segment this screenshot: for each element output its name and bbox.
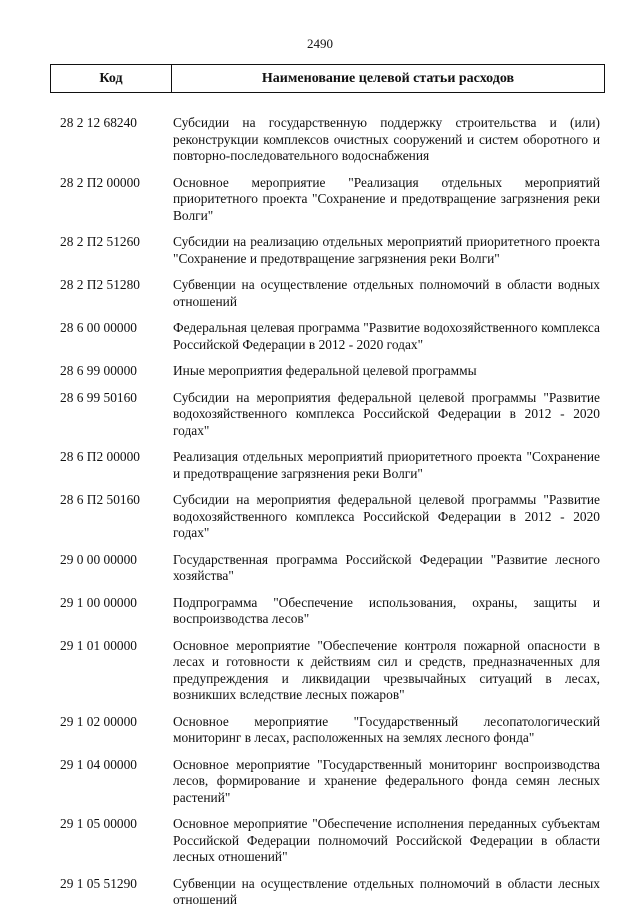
table-row [60, 816, 600, 866]
row-code: 29 1 05 00000 [60, 816, 137, 831]
row-code: 28 2 П2 51280 [60, 277, 140, 292]
row-code: 28 6 П2 00000 [60, 449, 140, 464]
row-name: Субсидии на реализацию отдельных мероприятий приоритетного проекта "Сохранение и предотвращение загрязнения реки Волги" [173, 234, 600, 266]
table-row [60, 552, 600, 585]
table-header [50, 64, 605, 93]
row-code: 29 1 01 00000 [60, 637, 137, 653]
table-row [60, 876, 600, 909]
row-code: 29 1 00 00000 [60, 594, 137, 610]
row-code: 28 6 00 00000 [60, 320, 137, 335]
name-column-header: Наименование целевой статьи расходов [261, 70, 515, 86]
row-code: 28 2 12 68240 [60, 115, 137, 130]
row-code: 28 2 П2 51260 [60, 234, 140, 249]
row-code: 28 6 99 00000 [60, 363, 137, 378]
row-name: Основное мероприятие "Обеспечение контроля пожарной опасности в лесах и готовности к действиям сил и средств, предназначенных для предупреждения и ликвидации чрезвычайных ситуаций в лесах, возникших вследствие лесных пожаров" [173, 637, 600, 702]
row-name: Иные мероприятия федеральной целевой программы [173, 363, 477, 378]
table-row [60, 757, 600, 807]
table-body [60, 115, 600, 919]
table-row [60, 492, 600, 542]
table-row [60, 115, 600, 165]
row-code: 29 1 04 00000 [60, 756, 137, 772]
row-name: Субвенции на осуществление отдельных полномочий в области лесных отношений [173, 875, 600, 907]
row-name: Федеральная целевая программа "Развитие водохозяйственного комплекса Российской Федерации в 2012 - 2020 годах" [173, 320, 600, 352]
row-code: 28 6 П2 50160 [60, 492, 140, 507]
table-row [60, 595, 600, 628]
row-name: Субсидии на мероприятия федеральной целевой программы "Развитие водохозяйственного комплекса Российской Федерации в 2012 - 2020 годах" [173, 492, 600, 540]
row-name: Субвенции на осуществление отдельных полномочий в области водных отношений [173, 277, 600, 309]
row-code: 29 0 00 00000 [60, 551, 137, 567]
table-row [60, 638, 600, 704]
row-name: Субсидии на мероприятия федеральной целевой программы "Развитие водохозяйственного комплекса Российской Федерации в 2012 - 2020 годах" [173, 389, 600, 438]
table-row [60, 175, 600, 225]
row-name: Государственная программа Российской Федерации "Развитие лесного хозяйства" [173, 551, 600, 583]
row-code: 28 6 99 50160 [60, 389, 137, 405]
row-name: Субсидии на государственную поддержку строительства и (или) реконструкции комплексов очистных сооружений и систем оборотного и повторно-последовательного водоснабжения [173, 115, 600, 163]
row-name: Подпрограмма "Обеспечение использования, охраны, защиты и воспроизводства лесов" [173, 594, 600, 626]
row-code: 29 1 02 00000 [60, 713, 137, 729]
table-row [60, 390, 600, 440]
row-code: 29 1 05 51290 [60, 875, 137, 891]
table-row [60, 320, 600, 353]
row-name: Основное мероприятие "Государственный лесопатологический мониторинг в лесах, расположенных на землях лесного фонда" [173, 713, 600, 745]
code-column-header: Код [51, 65, 172, 92]
row-name: Основное мероприятие "Реализация отдельных мероприятий приоритетного проекта "Сохранение и предотвращение загрязнения реки Волги" [173, 174, 600, 223]
table-row [60, 363, 600, 380]
table-row [60, 714, 600, 747]
table-row [60, 277, 600, 310]
row-code: 28 2 П2 00000 [60, 174, 140, 190]
table-row [60, 449, 600, 482]
table-row [60, 234, 600, 267]
row-name: Реализация отдельных мероприятий приоритетного проекта "Сохранение и предотвращение загрязнения реки Волги" [173, 449, 600, 481]
page-number: 2490 [307, 36, 333, 51]
row-name: Основное мероприятие "Обеспечение исполнения переданных субъектам Российской Федерации полномочий Российской Федерации в области лесных отношений" [173, 816, 600, 864]
row-name: Основное мероприятие "Государственный мониторинг воспроизводства лесов, формирование и хранение федерального фонда семян лесных растений" [173, 756, 600, 805]
